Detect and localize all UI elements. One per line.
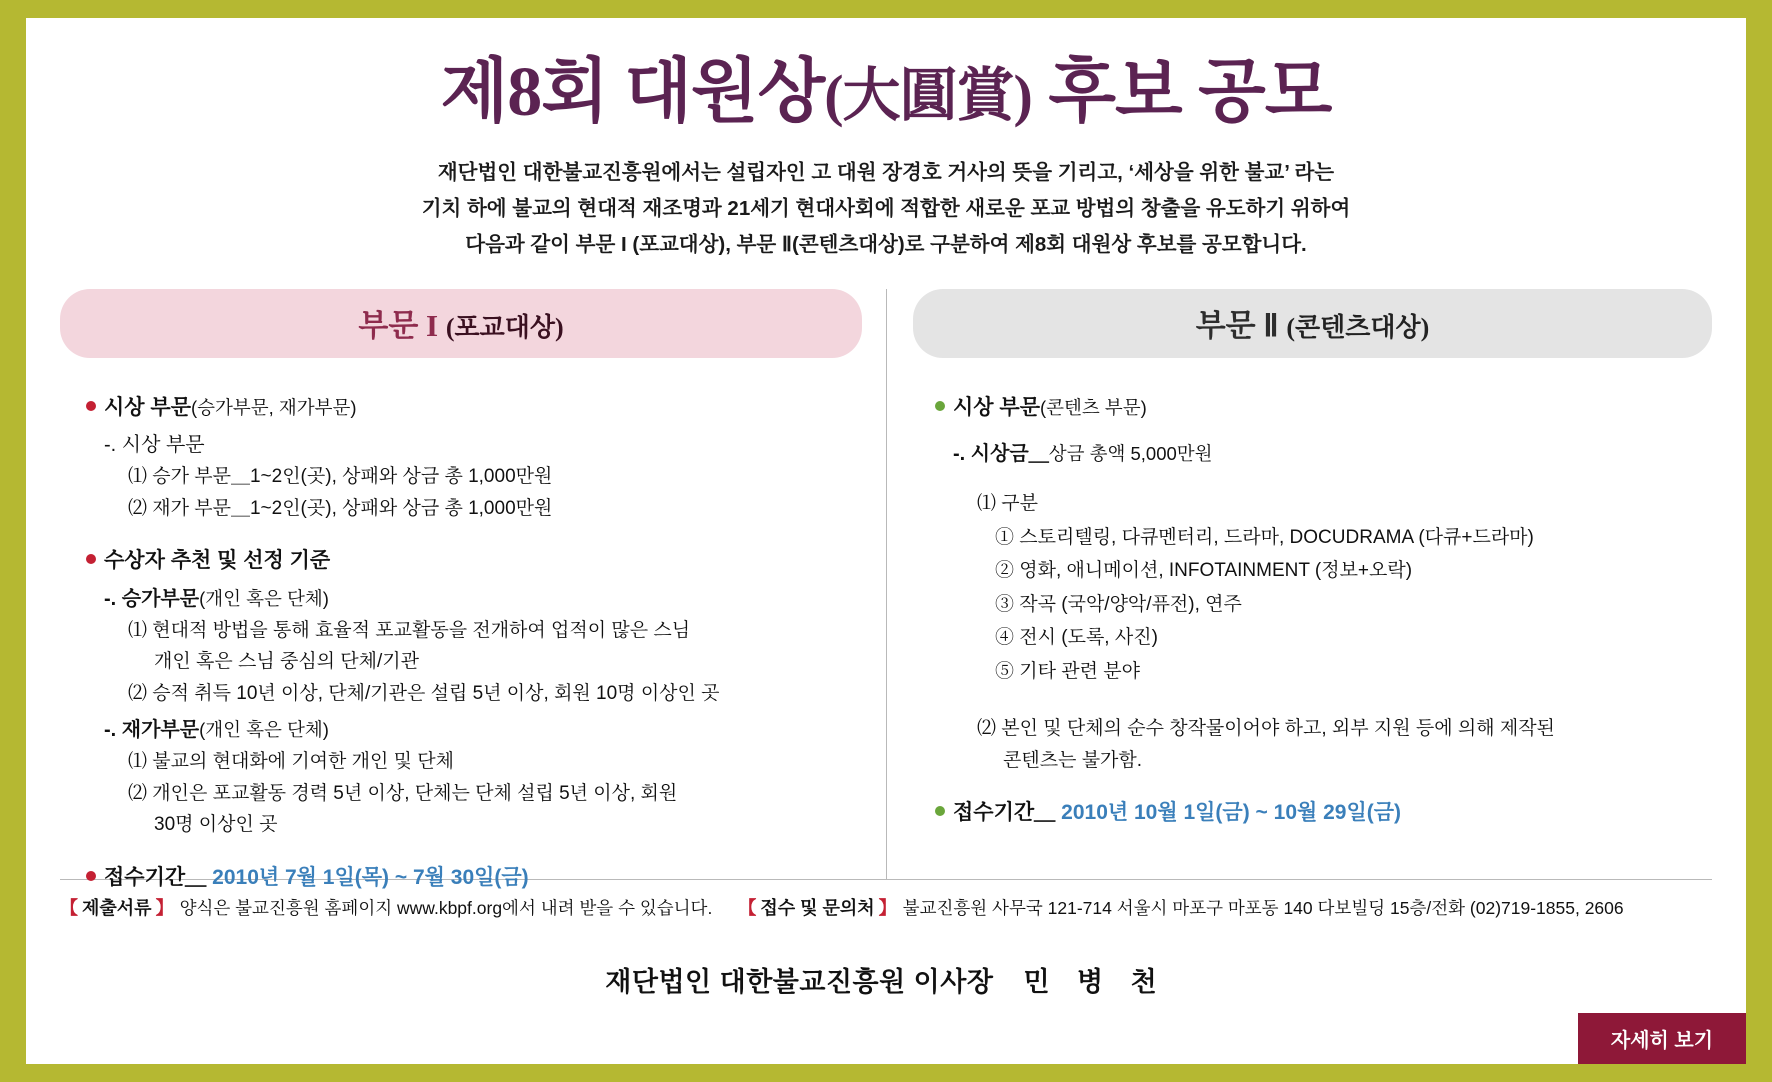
group-2-label bbox=[104, 715, 862, 745]
bracket-close-icon: 】 bbox=[878, 897, 897, 918]
group-1-note: (개인 혹은 단체) bbox=[199, 587, 329, 609]
award-title: 시상 부문 bbox=[953, 395, 1040, 419]
category-item: ⑤ 기타 관련 분야 bbox=[995, 660, 1140, 682]
note-item: ⑵ 본인 및 단체의 순수 창작물이어야 하고, 외부 지원 등에 의해 제작된 bbox=[977, 718, 1555, 740]
bracket-open-icon: 【 bbox=[60, 897, 78, 918]
group-2-item: ⑴ 불교의 현대화에 기여한 개인 및 단체 bbox=[128, 751, 454, 773]
title-hanja: (大圓賞) bbox=[824, 63, 1032, 128]
award-item: ⑴ 승가 부문＿1~2인(곳), 상패와 상금 총 1,000만원 bbox=[128, 466, 553, 488]
signature-name: 민 병 천 bbox=[1023, 966, 1167, 997]
group-2-name: -. 재가부문 bbox=[104, 719, 200, 742]
section-1-deadline bbox=[86, 862, 862, 894]
group-2-note: (개인 혹은 단체) bbox=[199, 719, 329, 741]
section-1-header bbox=[60, 289, 862, 358]
signature-org: 재단법인 대한불교진흥원 이사장 bbox=[605, 966, 994, 997]
section-1 bbox=[60, 289, 886, 889]
category-label: ⑴ 구분 bbox=[977, 493, 1038, 515]
more-details-button[interactable]: 자세히 보기 bbox=[1578, 1013, 1746, 1064]
bullet-dot-icon bbox=[86, 871, 96, 881]
criteria-heading-row bbox=[86, 545, 862, 577]
category-item: ③ 작곡 (국악/양악/퓨전), 연주 bbox=[995, 593, 1242, 615]
intro-line-1: 재단법인 대한불교진흥원에서는 설립자인 고 대원 장경호 거사의 뜻을 기리고, ‘세상을 위한 불교’ 라는 bbox=[437, 161, 1335, 184]
prize-value: 상금 총액 5,000만원 bbox=[1048, 443, 1213, 465]
docs-label: 제출서류 bbox=[82, 897, 152, 918]
group-2-item: ⑵ 개인은 포교활동 경력 5년 이상, 단체는 단체 설립 5년 이상, 회원 bbox=[128, 782, 678, 804]
contact-text: 불교진흥원 사무국 121-714 서울시 마포구 마포동 140 다보빌딩 15층/전화 (02)719-1855, 2606 bbox=[902, 897, 1624, 918]
bracket-open-icon: 【 bbox=[738, 897, 757, 918]
section-2-deadline bbox=[935, 797, 1712, 829]
award-line: -. 시상 부문 bbox=[104, 434, 205, 457]
docs-text: 양식은 불교진흥원 홈페이지 www.kbpf.org에서 내려 받을 수 있습니다. bbox=[179, 897, 713, 918]
intro-line-2: 기치 하에 불교의 현대적 재조명과 21세기 현대사회에 적합한 새로운 포교 방법의 창출을 유도하기 위하여 bbox=[421, 196, 1351, 220]
deadline-label: 접수기간＿ bbox=[953, 801, 1056, 825]
intro-paragraph bbox=[26, 155, 1746, 263]
criteria-title: 수상자 추천 및 선정 기준 bbox=[104, 549, 331, 573]
title-main: 제8회 대원상 bbox=[440, 54, 825, 131]
group-2-item: 30명 이상인 곳 bbox=[154, 814, 278, 836]
poster-container bbox=[26, 18, 1746, 1064]
award-subtitle: (승가부문, 재가부문) bbox=[190, 396, 357, 418]
section-1-title: 부문 I bbox=[358, 307, 439, 343]
award-title: 시상 부문 bbox=[104, 395, 191, 419]
intro-line-3: 다음과 같이 부문 I (포교대상), 부문 Ⅱ(콘텐츠대상)로 구분하여 제8회 대원상 후보를 공모합니다. bbox=[465, 232, 1307, 256]
group-1-label bbox=[104, 584, 862, 614]
section-1-subtitle: (포교대상) bbox=[445, 312, 564, 342]
section-1-body bbox=[60, 358, 862, 894]
page-title bbox=[26, 54, 1746, 131]
section-2-subtitle: (콘텐츠대상) bbox=[1286, 312, 1430, 342]
contact-label: 접수 및 문의처 bbox=[760, 897, 875, 918]
bullet-dot-icon bbox=[86, 401, 96, 411]
prize-row bbox=[953, 439, 1712, 469]
bullet-dot-icon bbox=[86, 554, 96, 564]
group-1-item: ⑴ 현대적 방법을 통해 효율적 포교활동을 전개하여 업적이 많은 스님 bbox=[128, 619, 691, 641]
bullet-dot-icon bbox=[935, 806, 945, 816]
section-2-header bbox=[913, 289, 1712, 358]
deadline-date: 2010년 10월 1일(금) ~ 10월 29일(금) bbox=[1061, 801, 1402, 825]
signature bbox=[26, 960, 1746, 999]
group-1-item: 개인 혹은 스님 중심의 단체/기관 bbox=[154, 651, 419, 673]
category-item: ④ 전시 (도록, 사진) bbox=[995, 627, 1158, 649]
section-2-title: 부문 Ⅱ bbox=[1195, 307, 1279, 343]
category-item: ② 영화, 애니메이션, INFOTAINMENT (정보+오락) bbox=[995, 560, 1413, 582]
deadline-label: 접수기간＿ bbox=[104, 865, 207, 889]
deadline-date: 2010년 7월 1일(목) ~ 7월 30일(금) bbox=[212, 865, 529, 889]
award-heading-row bbox=[86, 392, 862, 424]
section-2-body bbox=[913, 358, 1712, 829]
sections-columns bbox=[26, 289, 1746, 889]
award-subtitle: (콘텐츠 부문) bbox=[1039, 396, 1147, 418]
bracket-close-icon: 】 bbox=[155, 897, 174, 918]
award-item: ⑵ 재가 부문＿1~2인(곳), 상패와 상금 총 1,000만원 bbox=[128, 497, 553, 519]
prize-label: -. 시상금＿ bbox=[953, 443, 1049, 466]
title-tail: 후보 공모 bbox=[1031, 54, 1332, 131]
category-item: ① 스토리텔링, 다큐멘터리, 드라마, DOCUDRAMA (다큐+드라마) bbox=[995, 526, 1534, 548]
bullet-dot-icon bbox=[935, 401, 945, 411]
section-2 bbox=[886, 289, 1712, 879]
note-item: 콘텐츠는 불가함. bbox=[1003, 749, 1143, 771]
group-1-item: ⑵ 승적 취득 10년 이상, 단체/기관은 설립 5년 이상, 회원 10명 이상인 곳 bbox=[128, 682, 720, 704]
group-1-name: -. 승가부문 bbox=[104, 587, 200, 610]
award-heading-row bbox=[935, 392, 1712, 424]
